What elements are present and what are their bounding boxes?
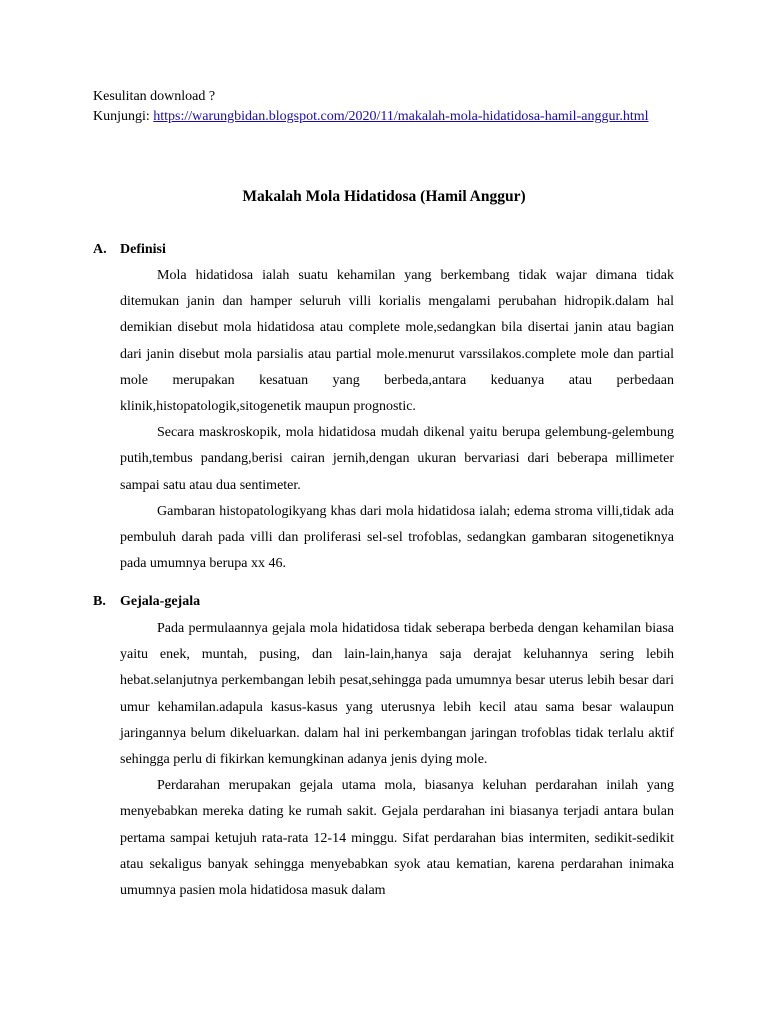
- section-b-title: Gejala-gejala: [120, 594, 201, 609]
- paragraph: Mola hidatidosa ialah suatu kehamilan yang berkembang tidak wajar dimana tidak ditemukan janin dan hamper seluruh villi korialis mengalami perubahan hidropik.dalam hal demikian disebut mola hidatidosa atau complete mole,sedangkan bila disertai janin atau bagian dari janin disebut mola parsialis atau partial mole.menurut varssilakos.complete mole dan partial mole merupakan kesatuan yang berbeda,antara keduanya atau perbedaan klinik,histopatologik,sitogenetik maupun prognostic.: [120, 268, 674, 415]
- source-link[interactable]: https://warungbidan.blogspot.com/2020/11/makalah-mola-hidatidosa-hamil-anggur.html: [153, 109, 649, 124]
- document-title: Makalah Mola Hidatidosa (Hamil Anggur): [242, 188, 526, 205]
- visit-line: [93, 107, 649, 127]
- paragraph: Perdarahan merupakan gejala utama mola, biasanya keluhan perdarahan inilah yang menyebabkan mereka dating ke rumah sakit. Gejala perdarahan ini biasanya terjadi antara bulan pertama sampai ketujuh rata-rata 12-14 minggu. Sifat perdarahan bias intermiten, sedikit-sedikit atau sekaligus banyak sehingga menyebabkan syok atau kematian, karena perdarahan inimaka umumnya pasien mola hidatidosa masuk dalam: [120, 778, 674, 899]
- section-b-letter: B.: [93, 594, 106, 609]
- section-b-heading: [93, 594, 200, 610]
- paragraph: Secara maskroskopik, mola hidatidosa mudah dikenal yaitu berupa gelembung-gelembung putih,tembus pandang,berisi cairan jernih,dengan ukuran bervariasi dari beberapa millimeter sampai satu atau dua sentimeter.: [120, 425, 674, 493]
- section-a-body: [120, 263, 674, 577]
- download-note: [93, 87, 649, 127]
- visit-label: Kunjungi:: [93, 109, 154, 124]
- section-a-heading: [93, 242, 166, 258]
- section-b-body: [120, 616, 674, 904]
- download-question: Kesulitan download ?: [93, 89, 216, 104]
- paragraph: Gambaran histopatologikyang khas dari mola hidatidosa ialah; edema stroma villi,tidak ada pembuluh darah pada villi dan proliferasi sel-sel trofoblas, sedangkan gambaran sitogenetiknya pada umumnya berupa xx 46.: [120, 503, 674, 572]
- paragraph: Pada permulaannya gejala mola hidatidosa tidak seberapa berbeda dengan kehamilan biasa yaitu enek, muntah, pusing, dan lain-lain,hanya saja derajat keluhannya sering lebih hebat.selanjutnya perkembangan lebih pesat,sehingga pada umumnya besar uterus lebih besar dari umur kehamilan.adapula kasus-kasus yang uterusnya lebih kecil atau sama besar walaupun jaringannya belum dikeluarkan. dalam hal ini perkembangan jaringan trofoblas tidak terlalu aktif sehingga perlu di fikirkan kemungkinan adanya jenis dying mole.: [120, 621, 674, 768]
- section-a-title: Definisi: [120, 242, 166, 257]
- section-a-letter: A.: [93, 242, 107, 257]
